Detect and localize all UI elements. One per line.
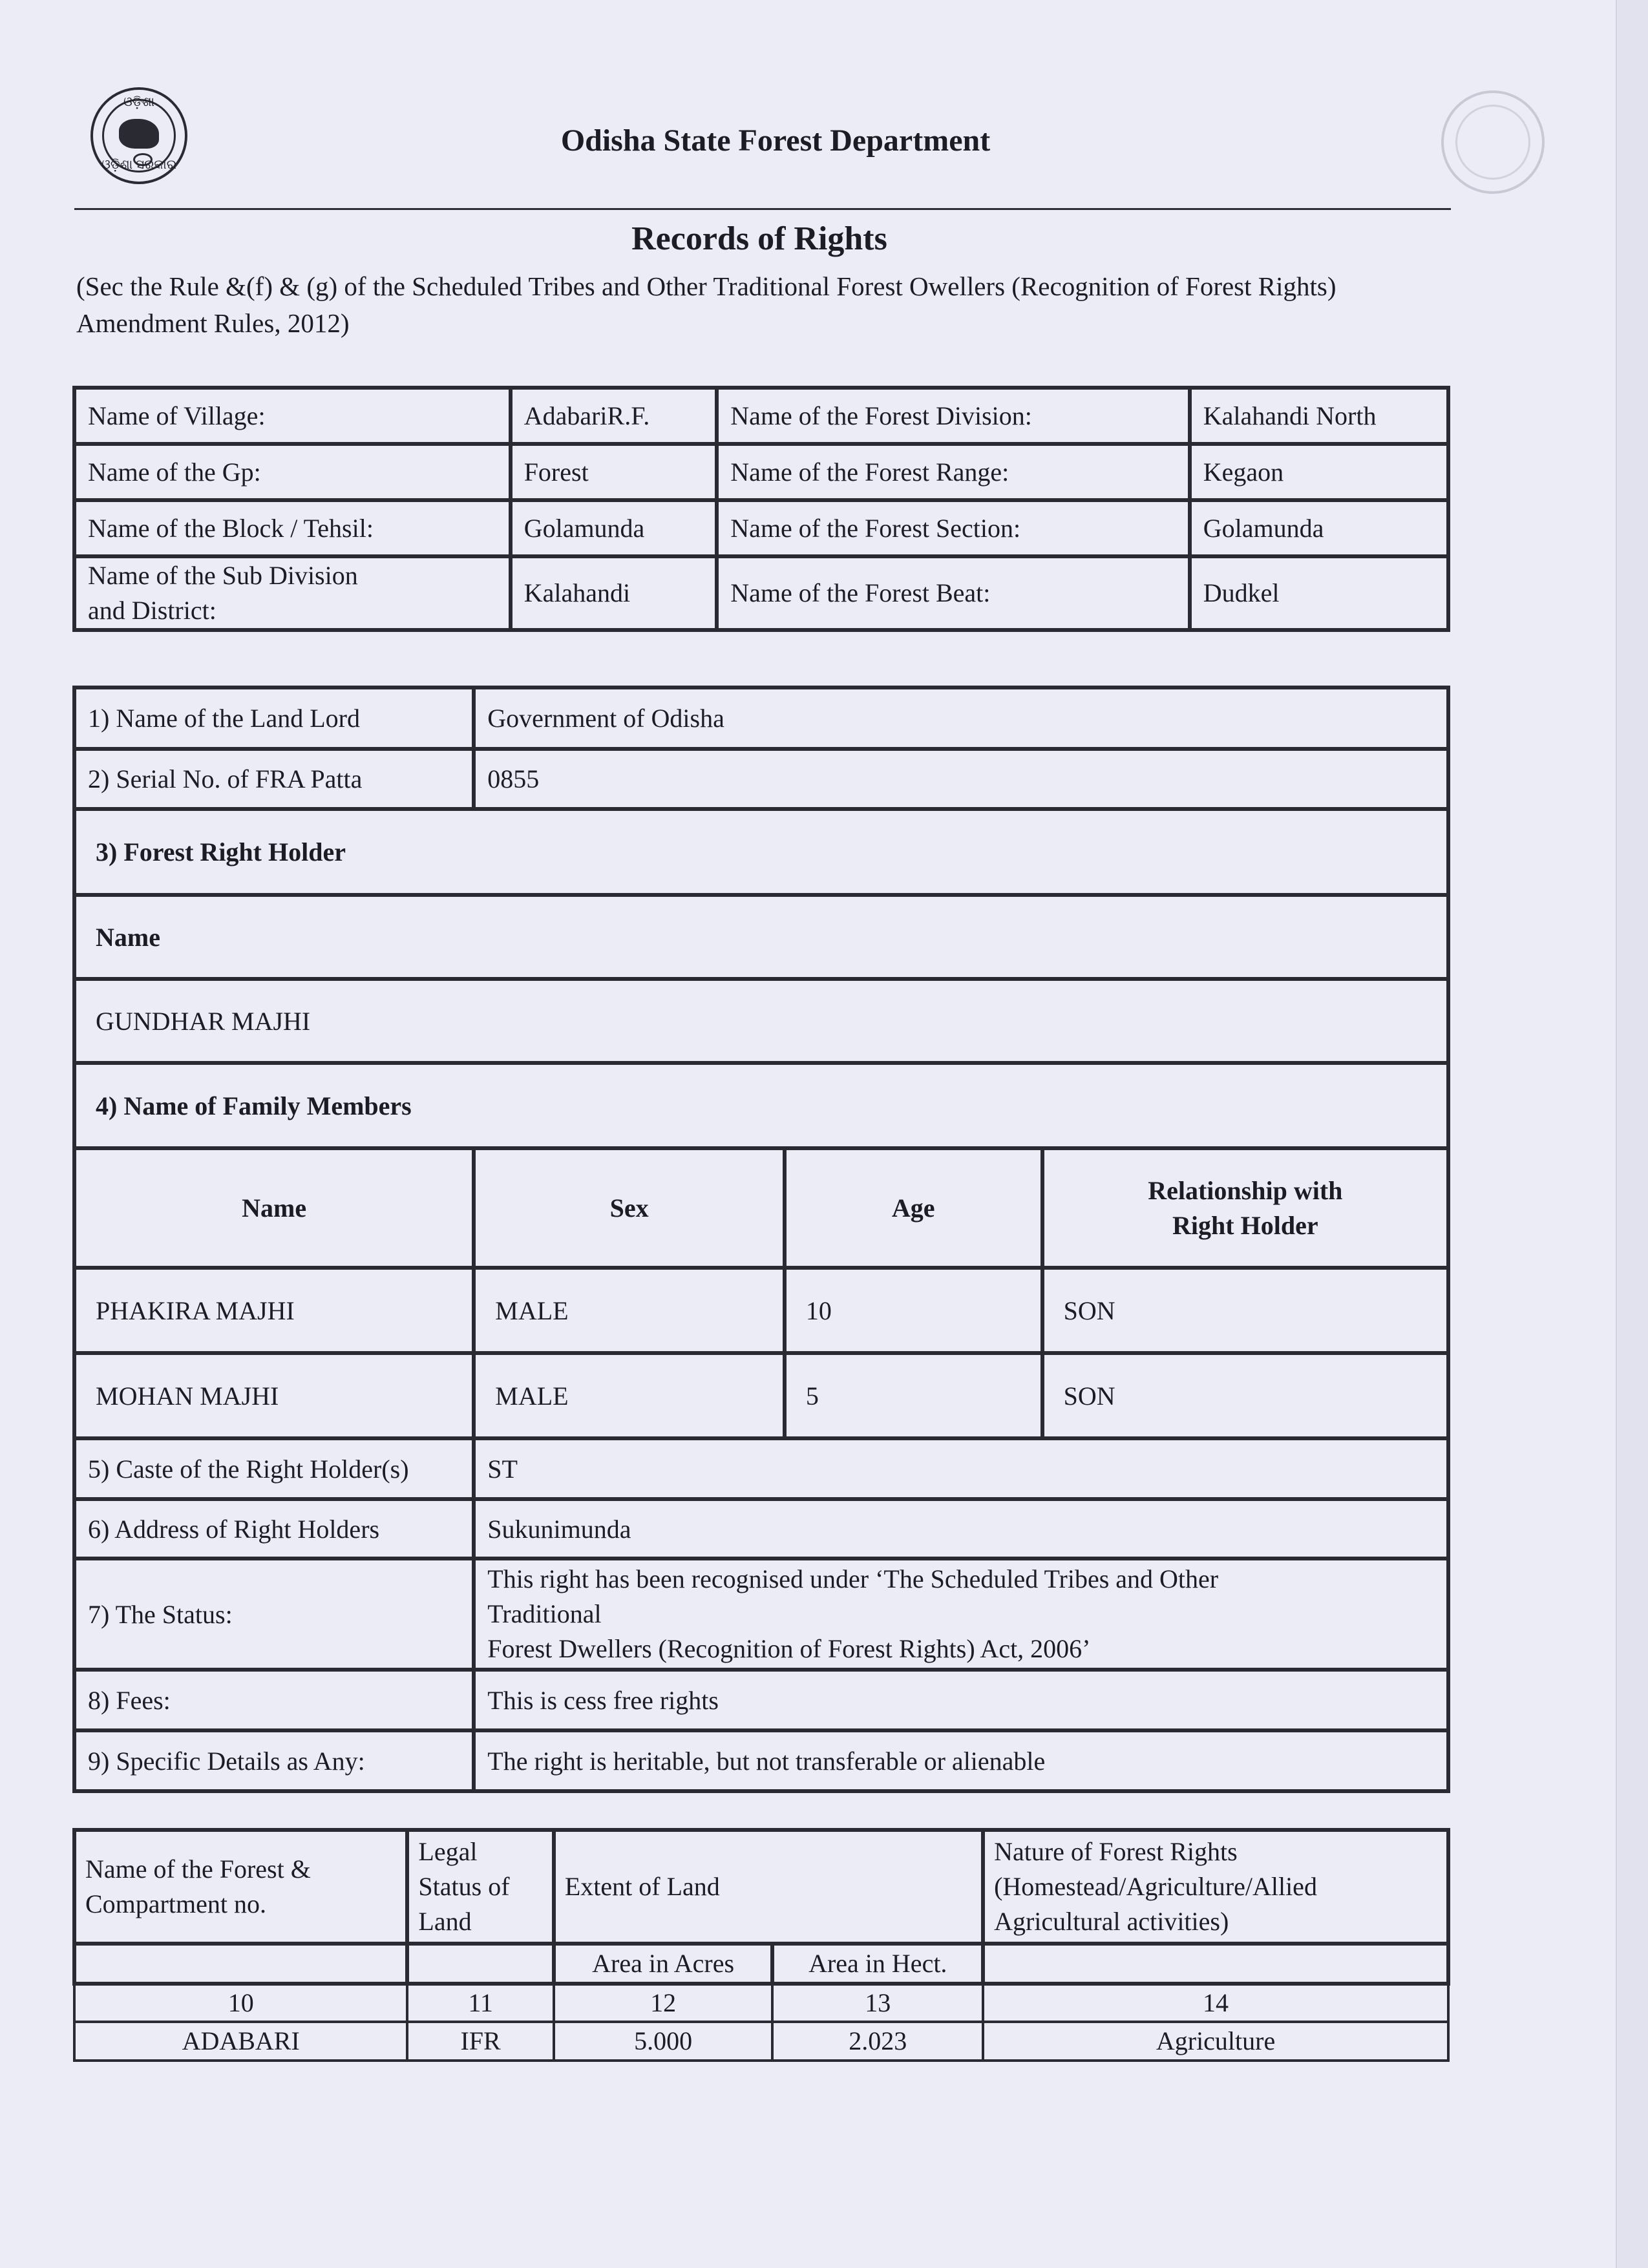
location-row [74, 388, 1448, 444]
location-row [74, 556, 1448, 630]
forest-section-value: Golamunda [1190, 500, 1448, 556]
location-table [72, 386, 1450, 632]
member-sex: MALE [474, 1268, 785, 1353]
family-col-sex: Sex [474, 1148, 785, 1268]
forest-compartment-header [74, 1830, 407, 1944]
family-col-relationship [1042, 1148, 1448, 1268]
right-holder-name-label: Name [74, 895, 1448, 979]
record-row [74, 1438, 1448, 1499]
member-name: MOHAN MAJHI [74, 1353, 474, 1438]
land-header-row [74, 1830, 1448, 1944]
location-row [74, 500, 1448, 556]
column-number: 13 [772, 1984, 983, 2022]
forest-range-label: Name of the Forest Range: [717, 444, 1189, 500]
document-title: Records of Rights [631, 220, 887, 257]
block-tehsil-label: Name of the Block / Tehsil: [74, 500, 511, 556]
village-value: AdabariR.F. [511, 388, 717, 444]
seal-text-top: ଓଡ଼ିଶା [123, 95, 155, 109]
landlord-value: Government of Odisha [474, 688, 1448, 749]
family-member-row [74, 1268, 1448, 1353]
department-name: Odisha State Forest Department [560, 123, 991, 158]
document-subtitle: (Sec the Rule &(f) & (g) of the Scheduled Tribes and Other Traditional Forest Owellers (Recognition of Forest Rights) Amendment Rules, 2012) [76, 271, 1336, 338]
specific-details-value: The right is heritable, but not transferable or alienable [474, 1730, 1448, 1791]
rights-record-table [72, 686, 1450, 1793]
nature-of-rights-value: Agriculture [983, 2022, 1448, 2061]
caste-value: ST [474, 1438, 1448, 1499]
legal-status-header-line-2: Status of [418, 1872, 510, 1901]
land-data-row [74, 2022, 1448, 2061]
family-col-relationship-line-2: Right Holder [1172, 1210, 1318, 1240]
member-sex: MALE [474, 1353, 785, 1438]
legal-status-header [407, 1830, 553, 1944]
status-line-2: Traditional [487, 1599, 602, 1628]
status-value [474, 1559, 1448, 1670]
block-tehsil-value: Golamunda [511, 500, 717, 556]
status-label: 7) The Status: [74, 1559, 474, 1670]
record-row [74, 809, 1448, 895]
header-divider [74, 208, 1451, 210]
record-row [74, 1559, 1448, 1670]
right-holder-heading: 3) Forest Right Holder [74, 809, 1448, 895]
forest-section-label: Name of the Forest Section: [717, 500, 1189, 556]
subdivision-label-line-2: and District: [88, 596, 217, 625]
landlord-label: 1) Name of the Land Lord [74, 688, 474, 749]
member-age: 10 [785, 1268, 1042, 1353]
gp-label: Name of the Gp: [74, 444, 511, 500]
member-relationship: SON [1042, 1353, 1448, 1438]
address-label: 6) Address of Right Holders [74, 1499, 474, 1559]
patta-serial-value: 0855 [474, 749, 1448, 809]
status-line-1: This right has been recognised under ‘The Scheduled Tribes and Other [487, 1564, 1219, 1593]
fees-label: 8) Fees: [74, 1670, 474, 1730]
area-acres-value: 5.000 [554, 2022, 773, 2061]
patta-serial-label: 2) Serial No. of FRA Patta [74, 749, 474, 809]
record-row [74, 688, 1448, 749]
record-row [74, 1670, 1448, 1730]
seal-text-bottom: ଓଡ଼ିଶା ସରକାର [101, 158, 176, 172]
nature-of-rights-header-line-3: Agricultural activities) [994, 1907, 1229, 1936]
family-member-row [74, 1353, 1448, 1438]
legal-status-value: IFR [407, 2022, 553, 2061]
empty-cell [74, 1944, 407, 1984]
fees-value: This is cess free rights [474, 1670, 1448, 1730]
member-name: PHAKIRA MAJHI [74, 1268, 474, 1353]
status-line-3: Forest Dwellers (Recognition of Forest Rights) Act, 2006’ [487, 1634, 1091, 1663]
family-col-relationship-line-1: Relationship with [1148, 1175, 1343, 1205]
empty-cell [407, 1944, 553, 1984]
nature-of-rights-header-line-1: Nature of Forest Rights [994, 1837, 1238, 1866]
nature-of-rights-header [983, 1830, 1448, 1944]
page-edge [1616, 0, 1648, 2268]
specific-details-label: 9) Specific Details as Any: [74, 1730, 474, 1791]
land-subheader-row [74, 1944, 1448, 1984]
forest-range-value: Kegaon [1190, 444, 1448, 500]
forest-compartment-value: ADABARI [74, 2022, 407, 2061]
column-number: 14 [983, 1984, 1448, 2022]
member-relationship: SON [1042, 1268, 1448, 1353]
address-value: Sukunimunda [474, 1499, 1448, 1559]
forest-division-label: Name of the Forest Division: [717, 388, 1189, 444]
record-row [74, 979, 1448, 1063]
forest-division-value: Kalahandi North [1190, 388, 1448, 444]
area-hectares-value: 2.023 [772, 2022, 983, 2061]
nature-of-rights-header-line-2: (Homestead/Agriculture/Allied [994, 1872, 1317, 1901]
location-row [74, 444, 1448, 500]
caste-label: 5) Caste of the Right Holder(s) [74, 1438, 474, 1499]
village-label: Name of Village: [74, 388, 511, 444]
subdivision-value: Kalahandi [511, 556, 717, 630]
column-number: 10 [74, 1984, 407, 2022]
family-col-name: Name [74, 1148, 474, 1268]
subdivision-label [74, 556, 511, 630]
family-members-heading: 4) Name of Family Members [74, 1063, 1448, 1148]
record-row [74, 749, 1448, 809]
subdivision-label-line-1: Name of the Sub Division [88, 561, 358, 590]
area-acres-header: Area in Acres [554, 1944, 773, 1984]
record-row [74, 895, 1448, 979]
record-row [74, 1730, 1448, 1791]
legal-status-header-line-3: Land [418, 1907, 472, 1936]
gp-value: Forest [511, 444, 717, 500]
family-header-row [74, 1148, 1448, 1268]
legal-status-header-line-1: Legal [418, 1837, 478, 1866]
forest-beat-label: Name of the Forest Beat: [717, 556, 1189, 630]
forest-compartment-header-line-1: Name of the Forest & [85, 1854, 311, 1884]
extent-of-land-header: Extent of Land [554, 1830, 983, 1944]
land-details-table [72, 1828, 1450, 2062]
record-row [74, 1063, 1448, 1148]
right-holder-name-value: GUNDHAR MAJHI [74, 979, 1448, 1063]
family-col-age: Age [785, 1148, 1042, 1268]
area-hectares-header: Area in Hect. [772, 1944, 983, 1984]
empty-cell [983, 1944, 1448, 1984]
column-number: 11 [407, 1984, 553, 2022]
forest-beat-value: Dudkel [1190, 556, 1448, 630]
land-column-number-row [74, 1984, 1448, 2022]
record-row [74, 1499, 1448, 1559]
member-age: 5 [785, 1353, 1042, 1438]
column-number: 12 [554, 1984, 773, 2022]
forest-compartment-header-line-2: Compartment no. [85, 1889, 266, 1918]
